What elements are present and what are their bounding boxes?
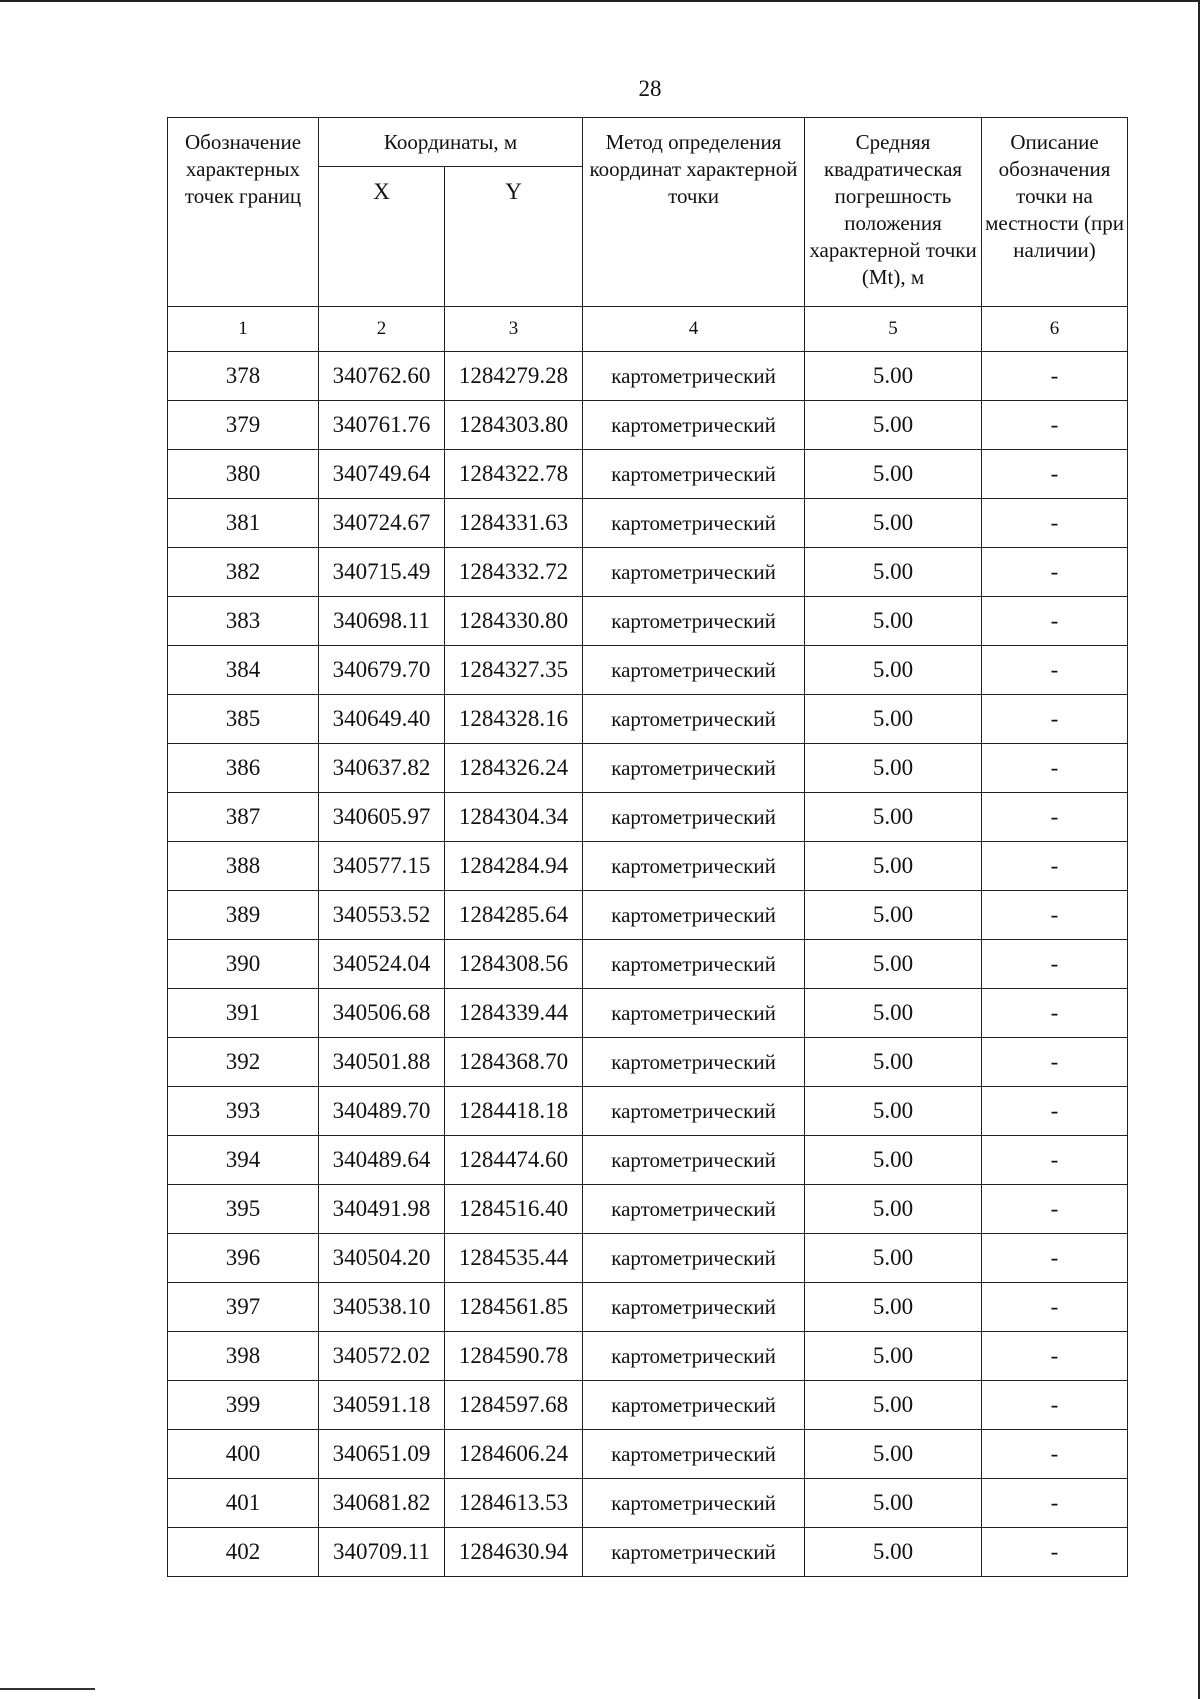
table-row [168, 548, 1128, 597]
table-body [168, 307, 1128, 1577]
cell-description: - [982, 940, 1128, 989]
cell-error: 5.00 [805, 744, 982, 793]
column-number: 5 [805, 307, 982, 352]
cell-description: - [982, 1087, 1128, 1136]
column-number: 4 [583, 307, 805, 352]
cell-x: 340504.20 [319, 1234, 445, 1283]
cell-description: - [982, 1283, 1128, 1332]
cell-description: - [982, 1234, 1128, 1283]
cell-method: картометрический [583, 1185, 805, 1234]
cell-error: 5.00 [805, 989, 982, 1038]
cell-y: 1284597.68 [445, 1381, 583, 1430]
cell-description: - [982, 842, 1128, 891]
table-row [168, 842, 1128, 891]
cell-error: 5.00 [805, 1234, 982, 1283]
cell-x: 340681.82 [319, 1479, 445, 1528]
column-number: 2 [319, 307, 445, 352]
cell-x: 340591.18 [319, 1381, 445, 1430]
cell-method: картометрический [583, 499, 805, 548]
cell-y: 1284339.44 [445, 989, 583, 1038]
cell-error: 5.00 [805, 450, 982, 499]
table-row [168, 1038, 1128, 1087]
cell-y: 1284474.60 [445, 1136, 583, 1185]
cell-y: 1284613.53 [445, 1479, 583, 1528]
cell-error: 5.00 [805, 1528, 982, 1577]
cell-point: 382 [168, 548, 319, 597]
cell-point: 401 [168, 1479, 319, 1528]
header-error: Средняя квадратическая погрешность положения характерной точки (Mt), м [805, 118, 982, 307]
cell-point: 398 [168, 1332, 319, 1381]
table-row [168, 744, 1128, 793]
cell-error: 5.00 [805, 1479, 982, 1528]
cell-x: 340553.52 [319, 891, 445, 940]
cell-description: - [982, 597, 1128, 646]
cell-point: 394 [168, 1136, 319, 1185]
cell-description: - [982, 450, 1128, 499]
cell-x: 340577.15 [319, 842, 445, 891]
table-row [168, 1234, 1128, 1283]
cell-method: картометрический [583, 1528, 805, 1577]
cell-method: картометрический [583, 646, 805, 695]
cell-method: картометрический [583, 940, 805, 989]
cell-error: 5.00 [805, 1381, 982, 1430]
table-row [168, 989, 1128, 1038]
boundary-points-table [167, 117, 1128, 1577]
cell-description: - [982, 1136, 1128, 1185]
page-number: 28 [638, 76, 662, 101]
cell-y: 1284561.85 [445, 1283, 583, 1332]
cell-x: 340724.67 [319, 499, 445, 548]
cell-method: картометрический [583, 1234, 805, 1283]
header-row-1 [168, 118, 1128, 167]
table-row [168, 597, 1128, 646]
column-number-row [168, 307, 1128, 352]
table-row [168, 499, 1128, 548]
table-row [168, 1087, 1128, 1136]
cell-method: картометрический [583, 695, 805, 744]
cell-point: 390 [168, 940, 319, 989]
page-border-top [0, 0, 1200, 2]
cell-description: - [982, 891, 1128, 940]
cell-y: 1284606.24 [445, 1430, 583, 1479]
cell-error: 5.00 [805, 891, 982, 940]
cell-description: - [982, 548, 1128, 597]
header-method: Метод определения координат характерной точки [583, 118, 805, 307]
cell-error: 5.00 [805, 548, 982, 597]
table-row [168, 1136, 1128, 1185]
cell-point: 379 [168, 401, 319, 450]
cell-point: 400 [168, 1430, 319, 1479]
cell-x: 340698.11 [319, 597, 445, 646]
cell-x: 340572.02 [319, 1332, 445, 1381]
table-row [168, 352, 1128, 401]
table-row [168, 891, 1128, 940]
cell-point: 392 [168, 1038, 319, 1087]
cell-point: 391 [168, 989, 319, 1038]
cell-x: 340679.70 [319, 646, 445, 695]
cell-x: 340605.97 [319, 793, 445, 842]
cell-error: 5.00 [805, 1283, 982, 1332]
cell-x: 340651.09 [319, 1430, 445, 1479]
cell-error: 5.00 [805, 597, 982, 646]
cell-description: - [982, 1185, 1128, 1234]
cell-x: 340761.76 [319, 401, 445, 450]
table-row [168, 450, 1128, 499]
cell-y: 1284368.70 [445, 1038, 583, 1087]
header-y: Y [445, 167, 583, 307]
cell-y: 1284322.78 [445, 450, 583, 499]
cell-description: - [982, 1038, 1128, 1087]
cell-y: 1284284.94 [445, 842, 583, 891]
table-row [168, 1381, 1128, 1430]
cell-description: - [982, 646, 1128, 695]
cell-y: 1284327.35 [445, 646, 583, 695]
table-row [168, 1283, 1128, 1332]
scan-edge-mark [0, 1688, 95, 1690]
cell-y: 1284590.78 [445, 1332, 583, 1381]
cell-point: 388 [168, 842, 319, 891]
cell-error: 5.00 [805, 352, 982, 401]
table-row [168, 1185, 1128, 1234]
cell-x: 340506.68 [319, 989, 445, 1038]
cell-description: - [982, 1430, 1128, 1479]
cell-x: 340749.64 [319, 450, 445, 499]
cell-y: 1284418.18 [445, 1087, 583, 1136]
cell-point: 393 [168, 1087, 319, 1136]
cell-error: 5.00 [805, 695, 982, 744]
cell-x: 340489.70 [319, 1087, 445, 1136]
cell-method: картометрический [583, 1381, 805, 1430]
cell-point: 389 [168, 891, 319, 940]
cell-description: - [982, 744, 1128, 793]
column-number: 3 [445, 307, 583, 352]
cell-error: 5.00 [805, 1185, 982, 1234]
cell-point: 396 [168, 1234, 319, 1283]
cell-method: картометрический [583, 1479, 805, 1528]
cell-method: картометрический [583, 1136, 805, 1185]
cell-description: - [982, 1332, 1128, 1381]
cell-x: 340491.98 [319, 1185, 445, 1234]
cell-method: картометрический [583, 548, 805, 597]
header-description: Описание обозначения точки на местности (при наличии) [982, 118, 1128, 307]
cell-method: картометрический [583, 744, 805, 793]
cell-method: картометрический [583, 1283, 805, 1332]
cell-description: - [982, 401, 1128, 450]
cell-point: 380 [168, 450, 319, 499]
cell-point: 378 [168, 352, 319, 401]
cell-method: картометрический [583, 891, 805, 940]
cell-method: картометрический [583, 1430, 805, 1479]
cell-point: 385 [168, 695, 319, 744]
cell-method: картометрический [583, 401, 805, 450]
cell-description: - [982, 352, 1128, 401]
cell-x: 340524.04 [319, 940, 445, 989]
cell-y: 1284330.80 [445, 597, 583, 646]
cell-y: 1284285.64 [445, 891, 583, 940]
table-row [168, 793, 1128, 842]
cell-description: - [982, 989, 1128, 1038]
table-row [168, 1528, 1128, 1577]
cell-y: 1284332.72 [445, 548, 583, 597]
cell-method: картометрический [583, 1332, 805, 1381]
cell-y: 1284308.56 [445, 940, 583, 989]
cell-error: 5.00 [805, 1136, 982, 1185]
cell-y: 1284279.28 [445, 352, 583, 401]
cell-method: картометрический [583, 597, 805, 646]
cell-y: 1284304.34 [445, 793, 583, 842]
column-number: 1 [168, 307, 319, 352]
cell-method: картометрический [583, 1087, 805, 1136]
table-row [168, 401, 1128, 450]
cell-y: 1284535.44 [445, 1234, 583, 1283]
cell-y: 1284630.94 [445, 1528, 583, 1577]
cell-error: 5.00 [805, 1087, 982, 1136]
header-coordinates: Координаты, м [319, 118, 583, 167]
table-row [168, 940, 1128, 989]
cell-point: 399 [168, 1381, 319, 1430]
cell-point: 387 [168, 793, 319, 842]
header-point: Обозначение характерных точек границ [168, 118, 319, 307]
cell-x: 340489.64 [319, 1136, 445, 1185]
cell-method: картометрический [583, 450, 805, 499]
cell-error: 5.00 [805, 793, 982, 842]
cell-error: 5.00 [805, 842, 982, 891]
column-number: 6 [982, 307, 1128, 352]
cell-x: 340501.88 [319, 1038, 445, 1087]
cell-method: картометрический [583, 1038, 805, 1087]
cell-error: 5.00 [805, 499, 982, 548]
cell-point: 395 [168, 1185, 319, 1234]
cell-error: 5.00 [805, 1332, 982, 1381]
cell-y: 1284303.80 [445, 401, 583, 450]
cell-error: 5.00 [805, 646, 982, 695]
cell-x: 340715.49 [319, 548, 445, 597]
cell-y: 1284326.24 [445, 744, 583, 793]
cell-description: - [982, 1528, 1128, 1577]
cell-method: картометрический [583, 352, 805, 401]
cell-error: 5.00 [805, 401, 982, 450]
cell-description: - [982, 499, 1128, 548]
cell-point: 386 [168, 744, 319, 793]
cell-point: 383 [168, 597, 319, 646]
cell-point: 384 [168, 646, 319, 695]
table-row [168, 695, 1128, 744]
cell-y: 1284516.40 [445, 1185, 583, 1234]
cell-x: 340538.10 [319, 1283, 445, 1332]
cell-description: - [982, 793, 1128, 842]
cell-error: 5.00 [805, 1430, 982, 1479]
cell-description: - [982, 1381, 1128, 1430]
table-row [168, 1479, 1128, 1528]
table-row [168, 646, 1128, 695]
table-row [168, 1332, 1128, 1381]
cell-error: 5.00 [805, 1038, 982, 1087]
cell-method: картометрический [583, 793, 805, 842]
cell-method: картометрический [583, 989, 805, 1038]
cell-y: 1284331.63 [445, 499, 583, 548]
cell-y: 1284328.16 [445, 695, 583, 744]
cell-point: 402 [168, 1528, 319, 1577]
cell-error: 5.00 [805, 940, 982, 989]
table-row [168, 1430, 1128, 1479]
cell-point: 397 [168, 1283, 319, 1332]
cell-description: - [982, 1479, 1128, 1528]
cell-x: 340709.11 [319, 1528, 445, 1577]
cell-x: 340637.82 [319, 744, 445, 793]
header-x: X [319, 167, 445, 307]
cell-x: 340762.60 [319, 352, 445, 401]
cell-method: картометрический [583, 842, 805, 891]
cell-x: 340649.40 [319, 695, 445, 744]
cell-point: 381 [168, 499, 319, 548]
cell-description: - [982, 695, 1128, 744]
